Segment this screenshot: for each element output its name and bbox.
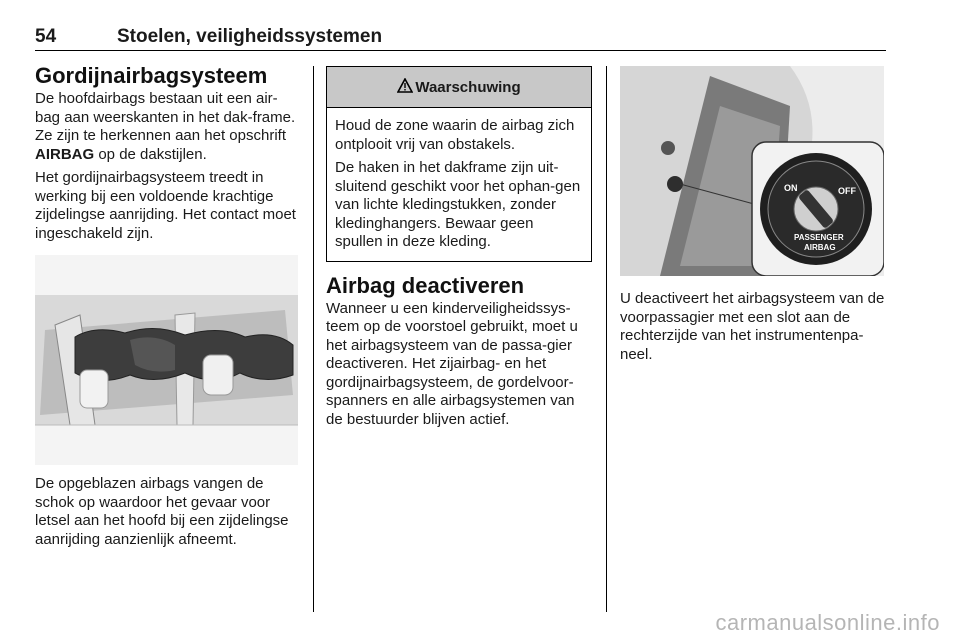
warning-text: De haken in het dakframe zijn uit-sluitend geschikt voor het ophan-gen van lichte kledingstukken, zonder kledinghangers. Bewaar geen spullen in deze kleding. xyxy=(335,159,581,250)
switch-on-label: ON xyxy=(784,183,798,193)
warning-text: Houd de zone waarin de airbag zich ontplooit vrij van obstakels. xyxy=(335,117,575,153)
watermark: carmanualsonline.info xyxy=(715,610,940,635)
paragraph: Het gordijnairbagsysteem treedt in werking bij een voldoende krachtige zijdelingse aanrijding. Het contact moet ingeschakeld zijn. xyxy=(35,169,296,242)
warning-header xyxy=(327,67,591,108)
airbag-label: AIRBAG xyxy=(35,145,95,163)
airbag-switch-illustration xyxy=(620,66,884,276)
paragraph: U deactiveert het airbagsysteem van de voorpassagier met een slot aan de rechterzijde van het instrumentenpa-neel. xyxy=(620,290,885,363)
paragraph: Wanneer u een kinderveiligheidssys-teem op de voorstoel gebruikt, moet u het airbagsysteem van de passa-gier deactiveren. Het zijairbag- en het gordijnairbagsysteem, de gordelvoor-spanners en alle airbagsystemen van de bestuurder blijven actief. xyxy=(326,299,578,428)
column-divider xyxy=(606,66,607,612)
column-middle xyxy=(326,66,592,434)
column-divider xyxy=(313,66,314,612)
paragraph xyxy=(35,90,298,164)
paragraph-text: op de dakstijlen. xyxy=(98,145,207,163)
switch-label-airbag: AIRBAG xyxy=(804,243,836,252)
curtain-airbag-illustration xyxy=(35,255,298,465)
paragraph: De opgeblazen airbags vangen de schok op waardoor het gevaar voor letsel aan het hoofd bij een zijdelingse aanrijding aanzienlijk afneemt. xyxy=(35,475,289,548)
warning-box xyxy=(326,66,592,262)
section-heading: Gordijnairbagsysteem xyxy=(35,63,268,88)
column-left xyxy=(35,62,298,554)
warning-title: Waarschuwing xyxy=(415,78,521,96)
page-header xyxy=(35,26,886,51)
section-heading: Airbag deactiveren xyxy=(326,272,525,298)
switch-label-passenger: PASSENGER xyxy=(794,233,844,242)
paragraph-text: De hoofdairbags bestaan uit een air-bag aan weerskanten in het dak-frame. Ze zijn te herkennen aan het opschrift xyxy=(35,90,296,144)
warning-triangle-icon xyxy=(397,78,413,97)
column-right xyxy=(620,66,886,369)
switch-off-label: OFF xyxy=(838,186,856,196)
chapter-title: Stoelen, veiligheidssystemen xyxy=(117,26,383,47)
page-number: 54 xyxy=(35,26,57,47)
